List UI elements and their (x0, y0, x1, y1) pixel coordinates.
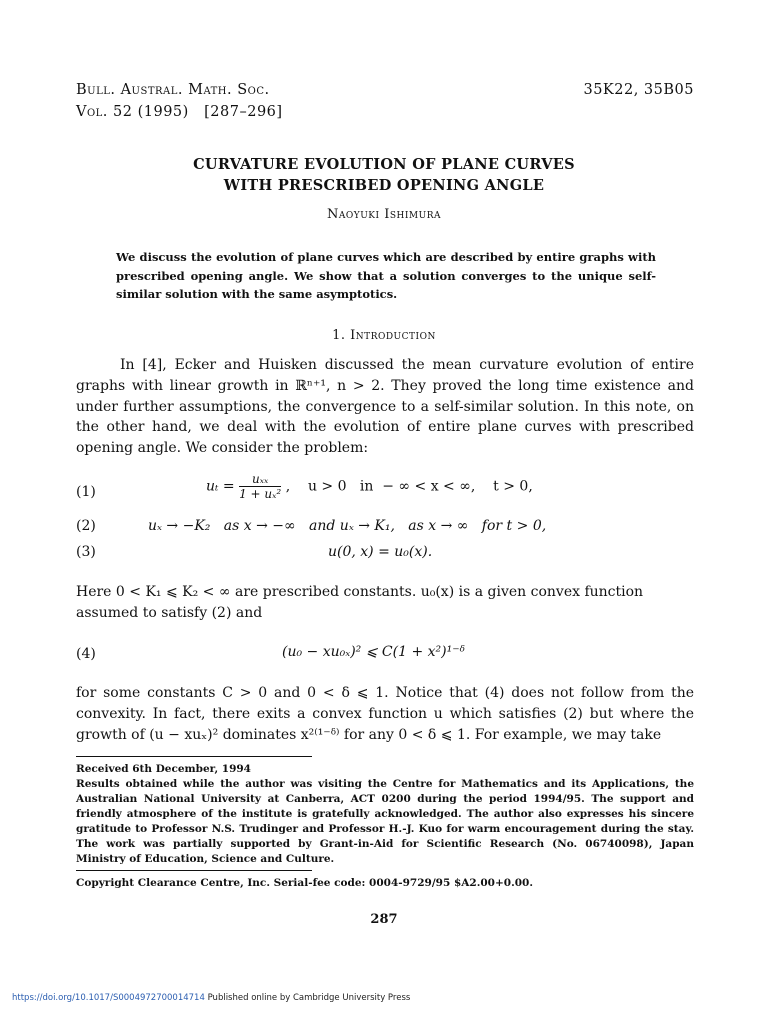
paragraph-2 (76, 582, 694, 624)
equation-1-rhs: , u > 0 in − ∞ < x < ∞, t > 0, (285, 478, 533, 495)
doi-footer (12, 993, 410, 1003)
paper-title-line2: WITH PRESCRIBED OPENING ANGLE (223, 177, 545, 194)
footnotes (76, 762, 694, 867)
equation-1-fraction (239, 472, 281, 501)
paragraph-2-line1: Here 0 < K₁ ⩽ K₂ < ∞ are prescribed constants. u₀(x) is a given convex function (76, 584, 644, 600)
equation-1-lhs: uₜ = (206, 478, 235, 495)
received-date: Received 6th December, 1994 (76, 763, 251, 775)
copyright-rule (76, 870, 312, 871)
section-heading: 1. Introduction (332, 328, 436, 343)
classification-codes: 35K22, 35B05 (583, 82, 694, 98)
equation-3: u(0, x) = u₀(x). (328, 544, 433, 560)
author-name: Naoyuki Ishimura (327, 207, 441, 222)
equation-2-label: (2) (76, 518, 96, 534)
equation-1 (206, 472, 533, 501)
equation-3-label: (3) (76, 544, 96, 560)
equation-2: uₓ → −K₂ as x → −∞ and uₓ → K₁, as x → ∞ for t > 0, (148, 518, 547, 534)
acknowledgement: Results obtained while the author was visiting the Centre for Mathematics and its Applications, the Australian National University at Canberra, ACT 0200 during the period 1994/95. The support and friendly atmosphere of the institute is gratefully acknowledged. The author also expresses his sincere gratitude to Professor N.S. Trudinger and Professor H.-J. Kuo for warm encouragement during the stay. The work was partially supported by Grant-in-Aid for Scientific Research (No. 06740098), Japan Ministry of Education, Science and Culture. (76, 778, 694, 865)
page-number: 287 (370, 912, 398, 927)
abstract: We discuss the evolution of plane curves which are described by entire graphs with prescribed opening angle. We show that a solution converges to the unique self-similar solution with the same asymptotics. (116, 250, 656, 301)
equation-4: (u₀ − xu₀ₓ)² ⩽ C(1 + x²)¹⁻ᵟ (282, 644, 465, 660)
footnote-rule (76, 756, 312, 757)
copyright-notice: Copyright Clearance Centre, Inc. Serial-fee code: 0004-9729/95 $A2.00+0.00. (76, 877, 534, 889)
published-online-text: Published online by Cambridge University Press (204, 993, 411, 1003)
journal-name: Bull. Austral. Math. Soc. (76, 82, 270, 98)
equation-1-denominator: 1 + uₓ² (239, 487, 282, 501)
volume-pages: Vol. 52 (1995) [287–296] (76, 104, 283, 120)
equation-4-label: (4) (76, 646, 96, 662)
paper-title-line1: CURVATURE EVOLUTION OF PLANE CURVES (193, 156, 575, 173)
equation-1-label: (1) (76, 484, 96, 500)
paragraph-2-line2: assumed to satisfy (2) and (76, 604, 263, 621)
intro-paragraph: In [4], Ecker and Huisken discussed the mean curvature evolution of entire graphs with linear growth in ℝⁿ⁺¹, n > 2. They proved the long time existence and under further assumptions, the convergence to a self-similar solution. In this note, on the other hand, we deal with the evolution of entire plane curves with prescribed opening angle. We consider the problem: (76, 357, 694, 457)
doi-link[interactable]: https://doi.org/10.1017/S0004972700014714 (12, 993, 205, 1003)
equation-1-numerator: uₓₓ (239, 472, 281, 487)
paragraph-3: for some constants C > 0 and 0 < δ ⩽ 1. Notice that (4) does not follow from the convexity. In fact, there exits a convex function u which satisfies (2) but where the growth of (u − xuₓ)² dominates x²⁽¹⁻ᵟ⁾ for any 0 < δ ⩽ 1. For example, we may take (76, 685, 694, 743)
